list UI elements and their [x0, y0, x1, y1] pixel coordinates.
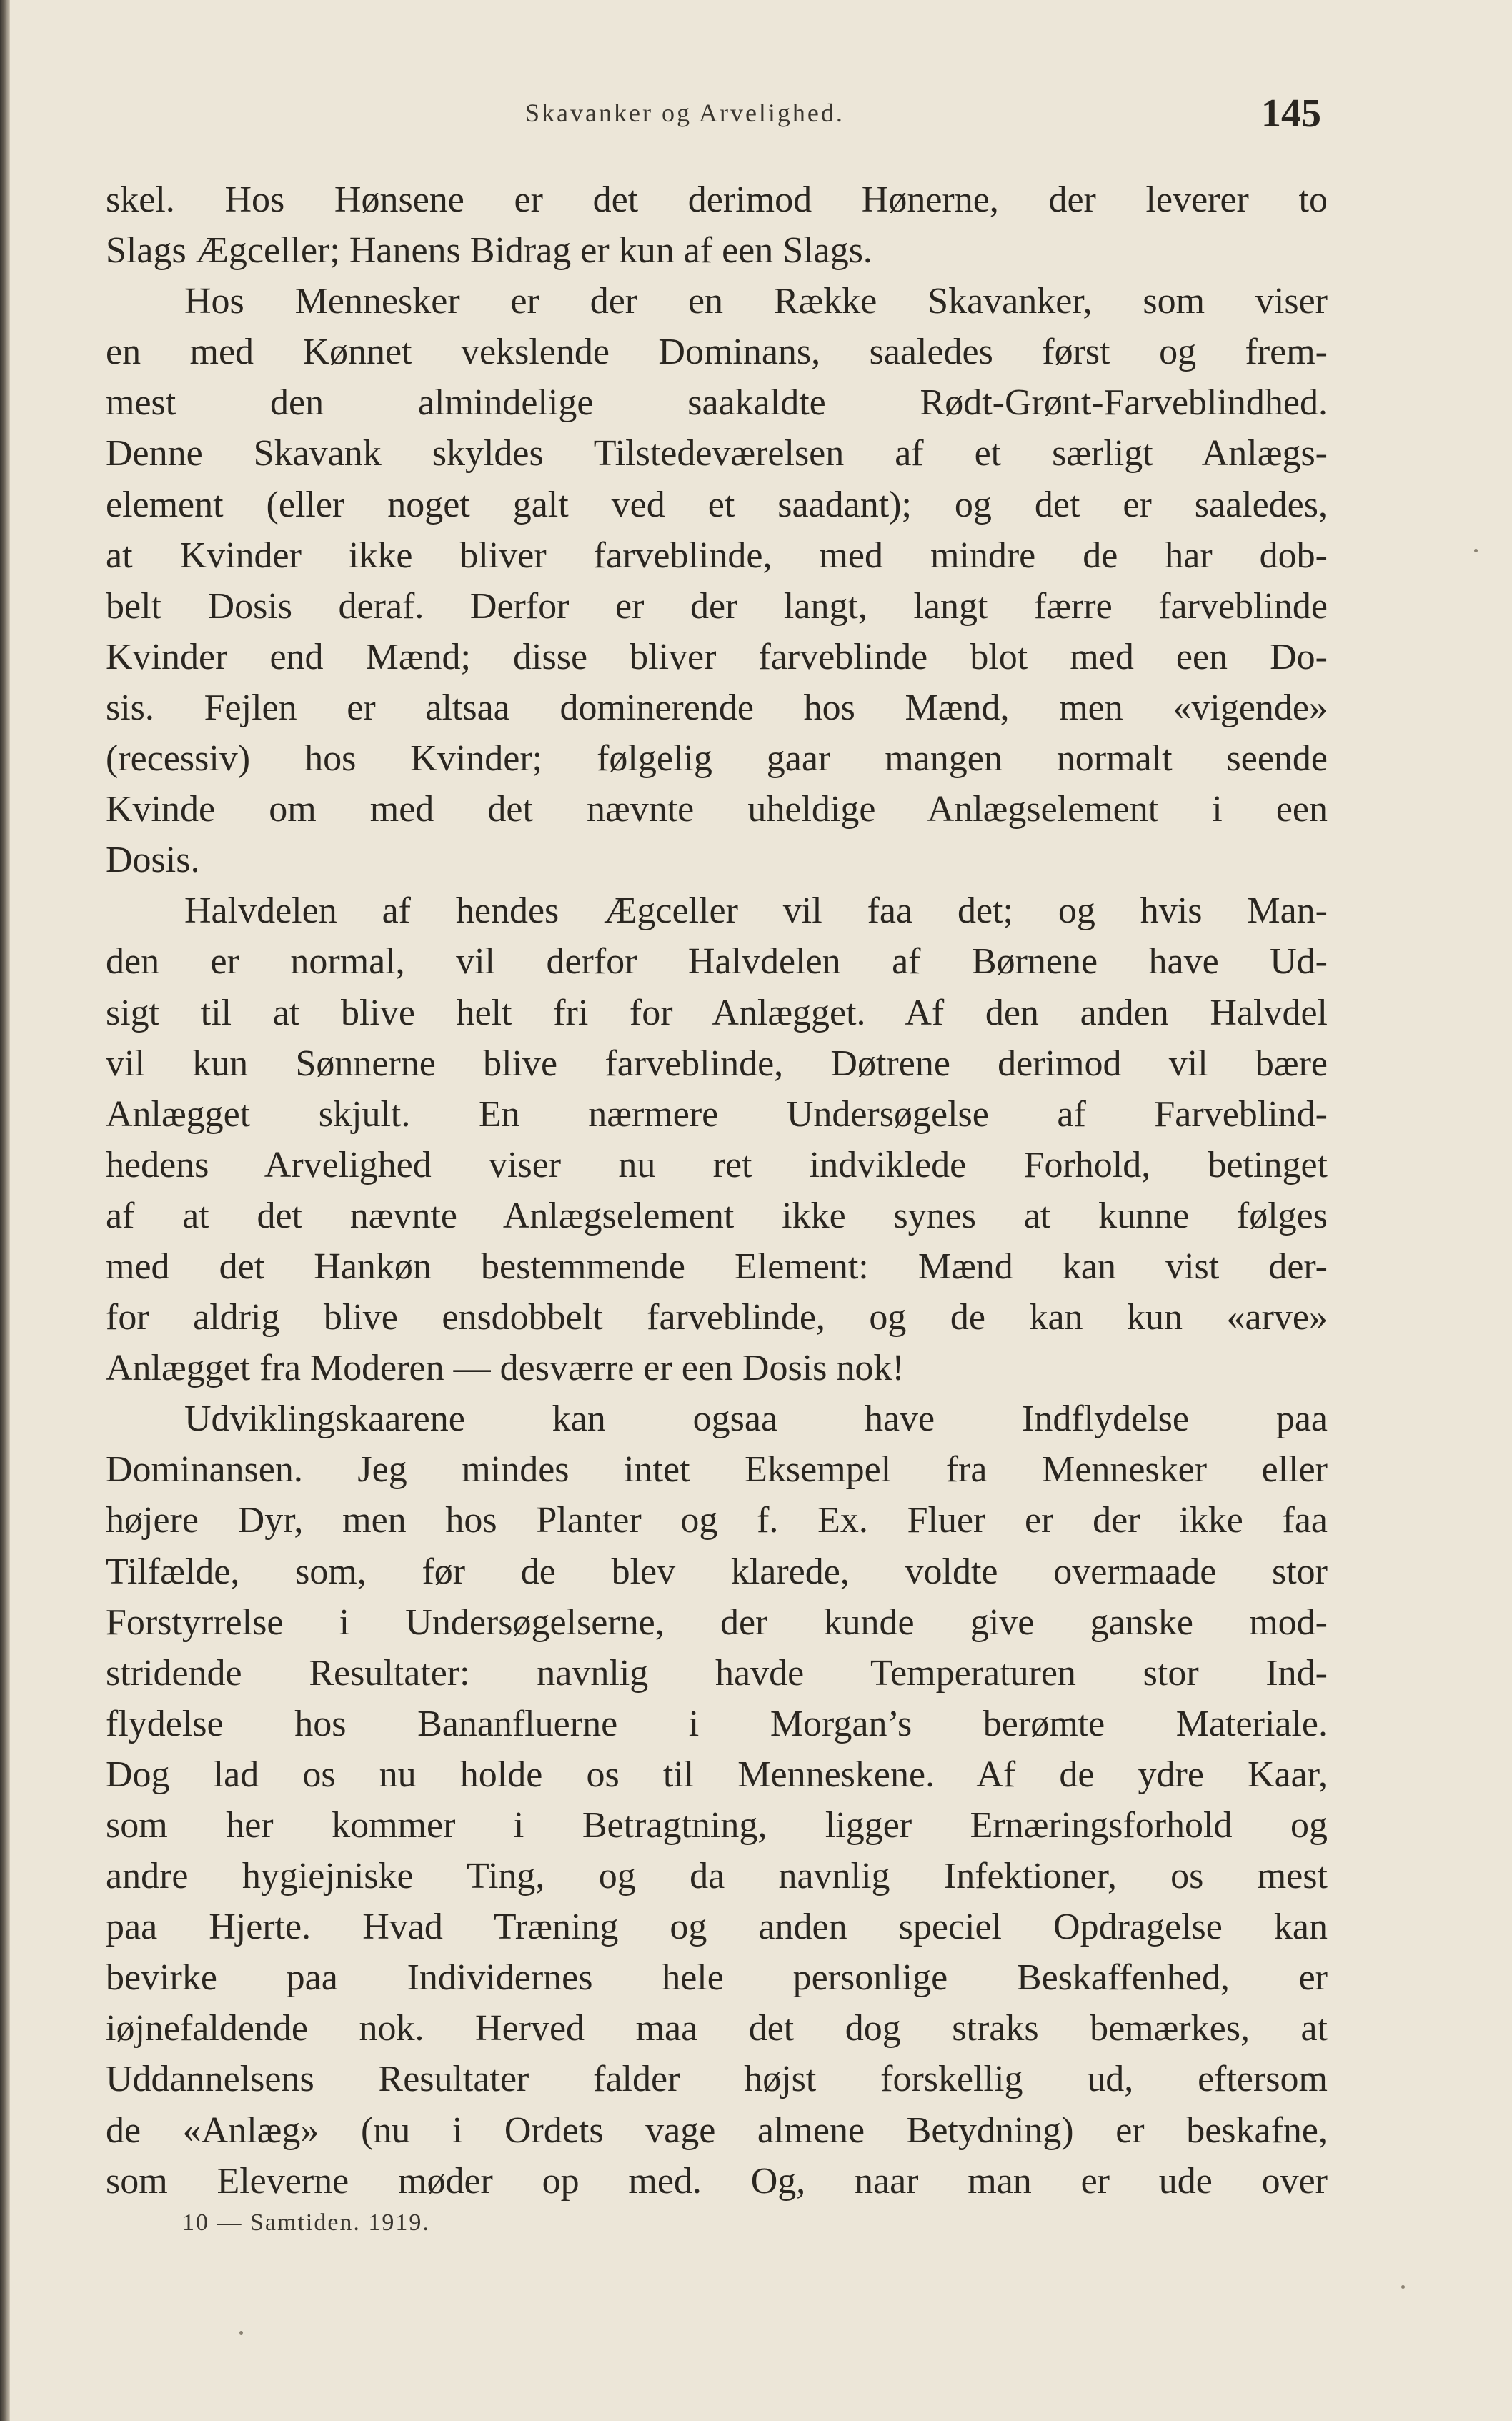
text-line: element (eller noget galt ved et saadant); og det er saaledes,	[106, 484, 1328, 525]
text-line: Hos Mennesker er der en Række Skavanker, som viser	[184, 281, 1328, 322]
text-line: at Kvinder ikke bliver farveblinde, med mindre de har dob-	[106, 535, 1328, 576]
text-line: Dosis.	[106, 840, 200, 881]
page-binding-edge	[0, 0, 10, 2421]
text-line: andre hygiejniske Ting, og da navnlig Infektioner, os mest	[106, 1856, 1328, 1897]
text-line: af at det nævnte Anlægselement ikke synes at kunne følges	[106, 1195, 1328, 1236]
text-line: Slags Ægceller; Hanens Bidrag er kun af een Slags.	[106, 230, 872, 272]
text-line: Denne Skavank skyldes Tilstedeværelsen af et særligt Anlægs-	[106, 433, 1328, 474]
text-line: med det Hankøn bestemmende Element: Mænd kan vist der-	[106, 1246, 1328, 1287]
text-line: Kvinde om med det nævnte uheldige Anlægselement i een	[106, 789, 1328, 830]
text-line: Dog lad os nu holde os til Menneskene. Af de ydre Kaar,	[106, 1754, 1328, 1795]
running-head	[0, 89, 1512, 146]
running-title: Skavanker og Arvelighed.	[525, 99, 845, 127]
text-line: paa Hjerte. Hvad Træning og anden speciel Opdragelse kan	[106, 1907, 1328, 1948]
text-line: iøjnefaldende nok. Herved maa det dog straks bemærkes, at	[106, 2008, 1328, 2049]
text-line: Udviklingskaarene kan ogsaa have Indflydelse paa	[184, 1398, 1328, 1440]
text-line: mest den almindelige saakaldte Rødt-Grønt-Farveblindhed.	[106, 382, 1328, 424]
text-line: stridende Resultater: navnlig havde Temperaturen stor Ind-	[106, 1652, 1328, 1694]
footer-signature: 10 — Samtiden. 1919.	[182, 2209, 430, 2236]
text-line: Anlægget fra Moderen — desværre er een Dosis nok!	[106, 1348, 905, 1389]
text-line: som her kommer i Betragtning, ligger Ernæringsforhold og	[106, 1805, 1328, 1846]
text-line: den er normal, vil derfor Halvdelen af Børnene have Ud-	[106, 941, 1328, 983]
body-text	[106, 174, 1328, 2207]
text-line: Forstyrrelse i Undersøgelserne, der kunde give ganske mod-	[106, 1601, 1328, 1643]
text-line: Dominansen. Jeg mindes intet Eksempel fra Mennesker eller	[106, 1449, 1328, 1491]
text-line: (recessiv) hos Kvinder; følgelig gaar mangen normalt seende	[106, 738, 1328, 780]
text-line: Tilfælde, som, før de blev klarede, voldte overmaade stor	[106, 1551, 1328, 1592]
text-line: sis. Fejlen er altsaa dominerende hos Mænd, men «vigende»	[106, 687, 1328, 728]
text-line: bevirke paa Individernes hele personlige Beskaffenhed, er	[106, 1957, 1328, 1999]
text-line: Kvinder end Mænd; disse bliver farveblinde blot med een Do-	[106, 636, 1328, 677]
text-line: Anlægget skjult. En nærmere Undersøgelse af Farveblind-	[106, 1093, 1328, 1135]
text-line: hedens Arvelighed viser nu ret indviklede Forhold, betinget	[106, 1144, 1328, 1185]
text-line: en med Kønnet vekslende Dominans, saaledes først og frem-	[106, 332, 1328, 373]
text-line: sigt til at blive helt fri for Anlægget. Af den anden Halvdel	[106, 992, 1328, 1033]
text-line: højere Dyr, men hos Planter og f. Ex. Fluer er der ikke faa	[106, 1500, 1328, 1541]
text-line: belt Dosis deraf. Derfor er der langt, langt færre farveblinde	[106, 585, 1328, 627]
text-line: de «Anlæg» (nu i Ordets vage almene Betydning) er beskafne,	[106, 2109, 1328, 2151]
text-line: for aldrig blive ensdobbelt farveblinde, og de kan kun «arve»	[106, 1297, 1328, 1338]
page-number: 145	[1261, 91, 1321, 136]
paper-speck	[239, 2331, 243, 2335]
paper-speck	[1474, 549, 1478, 552]
text-line: som Eleverne møder op med. Og, naar man er ude over	[106, 2160, 1328, 2202]
paper-speck	[1401, 2285, 1405, 2289]
text-line: vil kun Sønnerne blive farveblinde, Døtrene derimod vil bære	[106, 1043, 1328, 1084]
text-line: Halvdelen af hendes Ægceller vil faa det; og hvis Man-	[184, 890, 1328, 932]
text-line: flydelse hos Bananfluerne i Morgan’s berømte Materiale.	[106, 1703, 1328, 1744]
text-line: Uddannelsens Resultater falder højst forskellig ud, eftersom	[106, 2059, 1328, 2100]
text-line: skel. Hos Hønsene er det derimod Hønerne, der leverer to	[106, 179, 1328, 220]
